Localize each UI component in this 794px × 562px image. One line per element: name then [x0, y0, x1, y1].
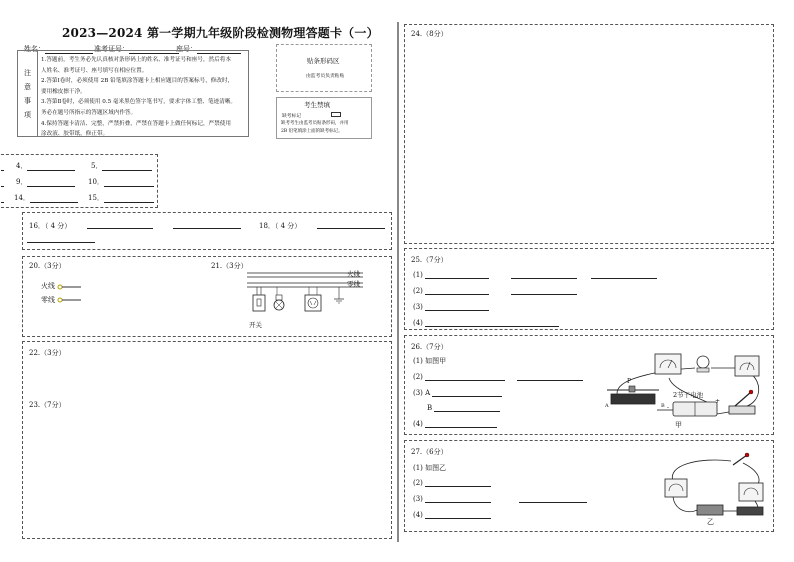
q27-answer-4[interactable]: (4) [413, 511, 491, 519]
q26-a-label: A [605, 403, 609, 409]
q26-plus-label: + [715, 398, 721, 405]
q16-q18-section [22, 212, 392, 250]
q26-circuit-figure [599, 340, 771, 432]
q27-answer-3[interactable]: (3) [413, 495, 587, 503]
q21-live-label: 火线 [347, 270, 360, 278]
q26-answer-4[interactable]: (4) [413, 420, 497, 428]
seat-number-label: 座号： [176, 45, 197, 53]
q25-answer-2[interactable]: (2) [413, 287, 577, 295]
q26-section [404, 335, 774, 435]
absent-desc-1: 缺考考生由监考员贴条形码，并用 [281, 121, 349, 126]
q27-circuit-figure [659, 451, 771, 519]
q25-answer-3[interactable]: (3) [413, 303, 489, 311]
absent-mark-label: 缺考标记 [282, 114, 302, 119]
q25-answer-1[interactable]: (1) [413, 271, 657, 279]
answer-10[interactable]: 10． [88, 177, 154, 187]
page-title: 2023—2024 第一学期九年级阶段检测物理答题卡（一） [62, 26, 379, 40]
q27-ammeter-icon [665, 479, 687, 497]
q26-answer-3a[interactable]: (3) A [413, 389, 502, 397]
barcode-title: 贴条形码区 [307, 57, 340, 65]
q21-socket [305, 295, 321, 311]
q22-label: 22.（3分） [29, 349, 66, 357]
q22-q23-section[interactable] [22, 341, 392, 539]
rheostat-icon [611, 394, 655, 404]
q16-label: 16．（ 4 分） [29, 222, 72, 230]
q21-switch [253, 295, 265, 311]
q20-live-label: 火线 [41, 282, 55, 290]
q21-circuit-diagram [243, 269, 393, 331]
q25-answer-4[interactable]: (4) [413, 319, 559, 327]
q26-answer-1: (1) 如图甲 [413, 357, 447, 365]
notice-text: 1.答题前，考生务必先认真核对条形码上的姓名、准考证号和座号，然后将本 人姓名、准考证号、座号填写在相应位置。 2.答第Ⅰ卷时，必须使用 2B 铅笔填涂答题卡上相应题目的答案标号，修改时， 要用橡皮擦干净。 3.答第Ⅱ卷时，必须使用 0.5 毫米黑色签字笔书写，要求字体工整、笔迹清晰。 务必在题号所指示的答题区域内作答。 4.保持答题卡清洁、完整，严禁折叠，严禁在答题卡上做任何标记，严禁使用 涂改液、胶带纸，修正带。 [41, 57, 236, 138]
q24-label: 24.（8分） [411, 30, 448, 38]
q26-battery-label: 2节干电池 [673, 391, 704, 399]
knife-switch-icon [729, 406, 755, 414]
barcode-subtitle: 由监考员负责粘贴 [306, 74, 345, 79]
q26-figure-label: 甲 [675, 421, 682, 429]
q21-label: 21.（3分） [211, 262, 248, 270]
q21-neutral-label: 零线 [347, 280, 360, 288]
notice-side-label: 注 意 事 项 [18, 51, 38, 136]
q24-section[interactable] [404, 24, 774, 244]
q26-b-label: B [661, 403, 665, 409]
q20-wires [57, 282, 83, 304]
q26-answer-2[interactable]: (2) [413, 373, 583, 381]
q26-p-label: P [627, 378, 632, 385]
absent-area [276, 97, 372, 139]
absent-desc-2: 2B 铅笔填涂上面的缺考标记。 [281, 129, 343, 134]
q27-label: 27.（6分） [411, 448, 448, 456]
q26-minus-label: - [667, 404, 670, 411]
q20-q21-section [22, 256, 392, 337]
answer-9[interactable]: 9． [16, 177, 75, 187]
name-label: 姓名： [24, 45, 45, 53]
q26-label: 26.（7分） [411, 343, 448, 351]
notice-box [17, 50, 249, 137]
q16-answer-2[interactable] [173, 221, 241, 229]
q25-label: 25.（7分） [411, 256, 448, 264]
q20-neutral-label: 零线 [41, 296, 55, 304]
barcode-area [276, 44, 372, 92]
column-divider [397, 22, 399, 542]
q23-label: 23.（7分） [29, 401, 66, 409]
bulb-icon [697, 356, 709, 368]
q27-resistor-icon [697, 505, 723, 515]
fill-blank-section [0, 154, 158, 208]
q27-answer-1: (1) 如图乙 [413, 464, 447, 472]
absent-mark-box[interactable] [331, 112, 341, 117]
q27-rheostat-icon [737, 507, 763, 515]
q18-answer-2[interactable] [27, 235, 95, 243]
q27-switch-icon [733, 455, 747, 465]
q16-answer-1[interactable] [87, 221, 153, 229]
q18-answer-1[interactable] [317, 221, 385, 229]
q27-answer-2[interactable]: (2) [413, 479, 491, 487]
q25-section [404, 248, 774, 330]
answer-14[interactable]: 14． [14, 193, 78, 203]
q26-answer-3b[interactable]: B [427, 404, 500, 412]
q20-label: 20.（3分） [29, 262, 66, 270]
q18-label: 18．（ 4 分） [259, 222, 302, 230]
exam-number-label: 准考证号： [94, 45, 129, 53]
q21-switch-label: 开关 [249, 321, 262, 329]
voltmeter-icon [735, 356, 759, 376]
answer-15[interactable]: 15． [88, 193, 154, 203]
absent-title: 考生禁填 [304, 101, 330, 109]
q27-voltmeter-icon [739, 483, 763, 501]
ammeter-icon [655, 354, 681, 374]
q27-section [404, 440, 774, 532]
answer-4[interactable]: 4． [16, 161, 75, 171]
answer-5[interactable]: 5． [91, 161, 152, 171]
q27-figure-label: 乙 [707, 518, 714, 526]
